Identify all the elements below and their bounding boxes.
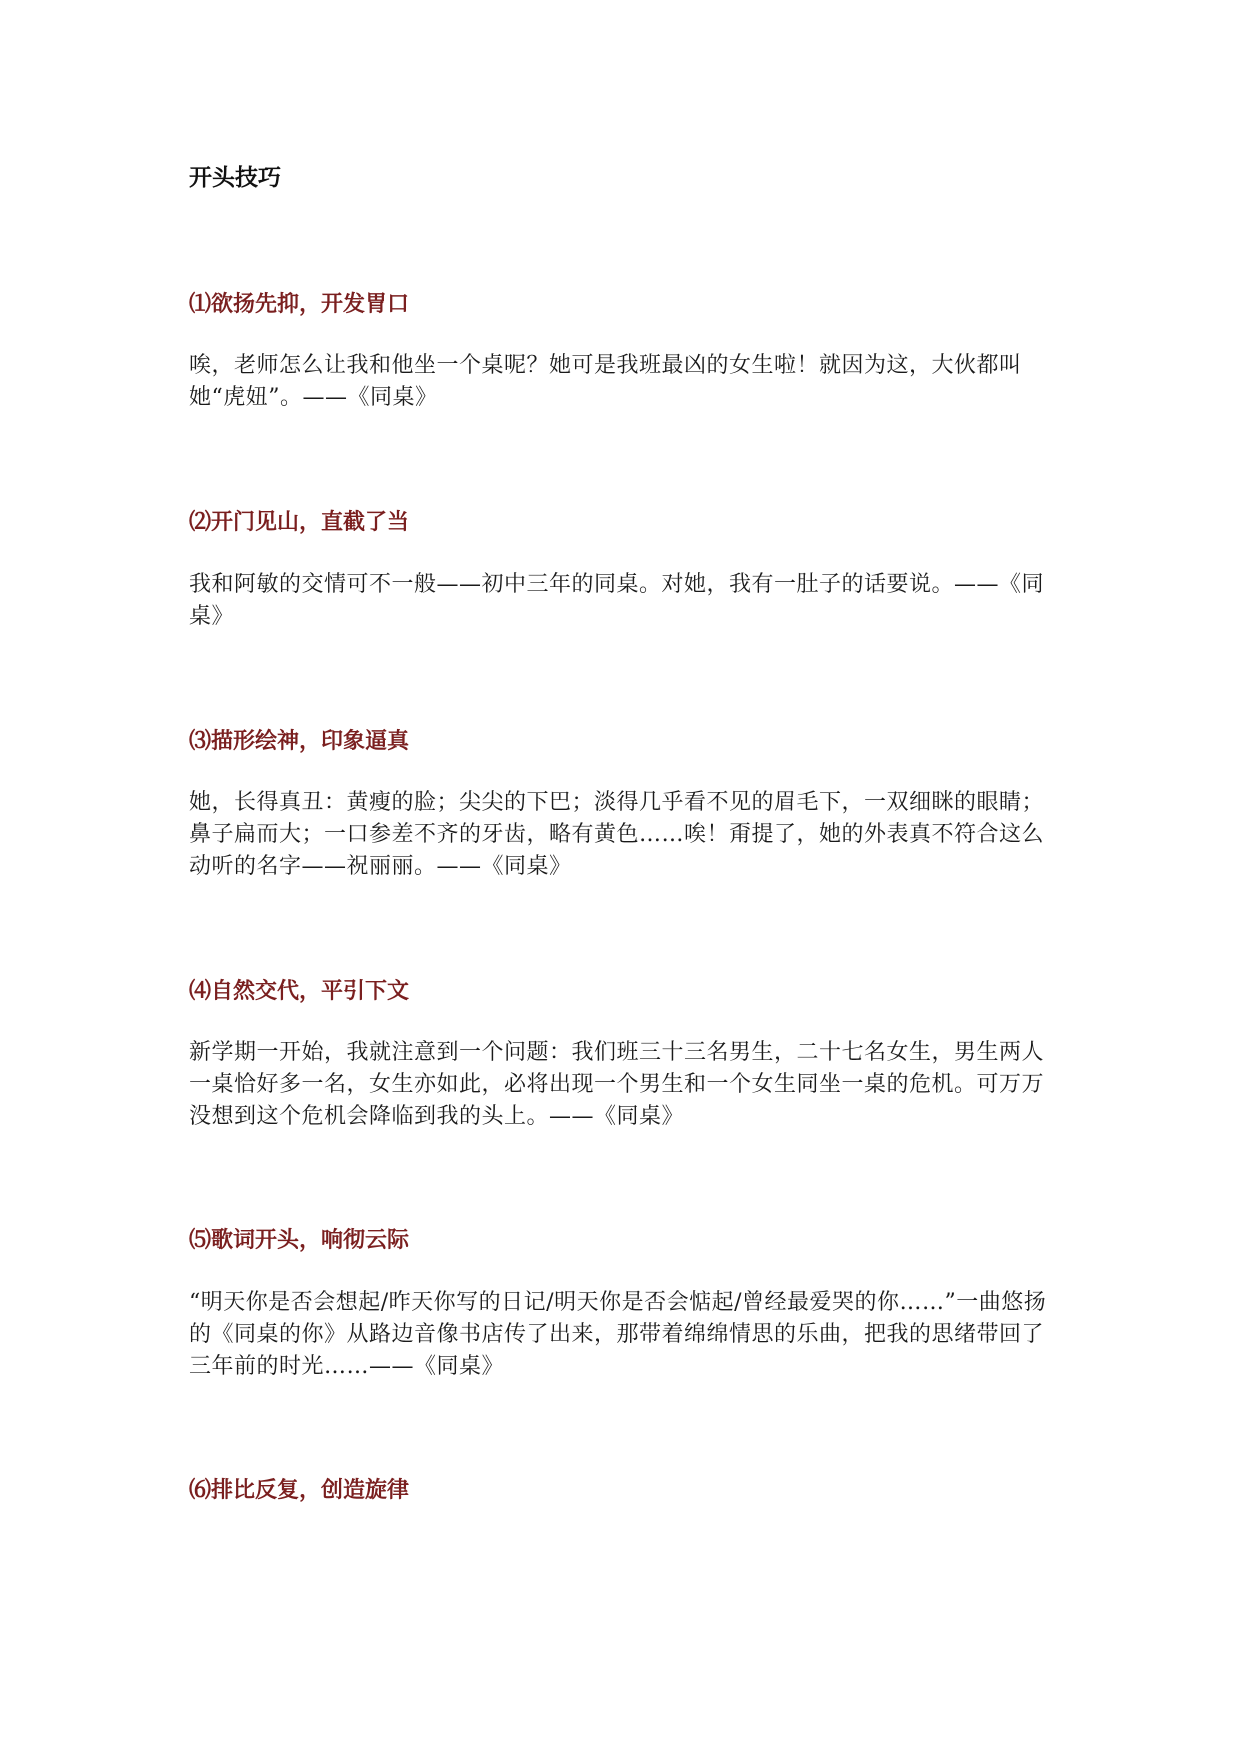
section-body-4: 新学期一开始，我就注意到一个问题：我们班三十三名男生，二十七名女生，男生两人一桌恰好多一名，女生亦如此，必将出现一个男生和一个女生同坐一桌的危机。可万万没想到这个危机会降临到我的头上。——《同桌》 bbox=[189, 1040, 1045, 1129]
section-heading-6: ⑹排比反复，创造旋律 bbox=[189, 1478, 410, 1503]
page-title: 开头技巧 bbox=[189, 165, 281, 191]
section-body-3: 她，长得真丑：黄瘦的脸；尖尖的下巴；淡得几乎看不见的眉毛下，一双细眯的眼睛；鼻子扁而大；一口参差不齐的牙齿，略有黄色……唉！甭提了，她的外表真不符合这么动听的名字——祝丽丽。——《同桌》 bbox=[189, 790, 1045, 879]
section-body-5: “明天你是否会想起/昨天你写的日记/明天你是否会惦起/曾经最爱哭的你……”一曲悠扬的《同桌的你》从路边音像书店传了出来，那带着绵绵情思的乐曲，把我的思绪带回了三年前的时光……——《同桌》 bbox=[189, 1290, 1047, 1379]
section-body-2: 我和阿敏的交情可不一般——初中三年的同桌。对她，我有一肚子的话要说。——《同桌》 bbox=[189, 572, 1045, 629]
section-heading-3: ⑶描形绘神，印象逼真 bbox=[189, 729, 410, 754]
section-heading-5: ⑸歌词开头，响彻云际 bbox=[189, 1228, 410, 1253]
section-heading-1: ⑴欲扬先抑，开发胃口 bbox=[189, 292, 410, 317]
section-body-1: 唉，老师怎么让我和他坐一个桌呢？她可是我班最凶的女生啦！就因为这，大伙都叫她“虎妞”。——《同桌》 bbox=[189, 353, 1022, 410]
section-heading-2: ⑵开门见山，直截了当 bbox=[189, 510, 410, 535]
section-heading-4: ⑷自然交代，平引下文 bbox=[189, 979, 410, 1004]
